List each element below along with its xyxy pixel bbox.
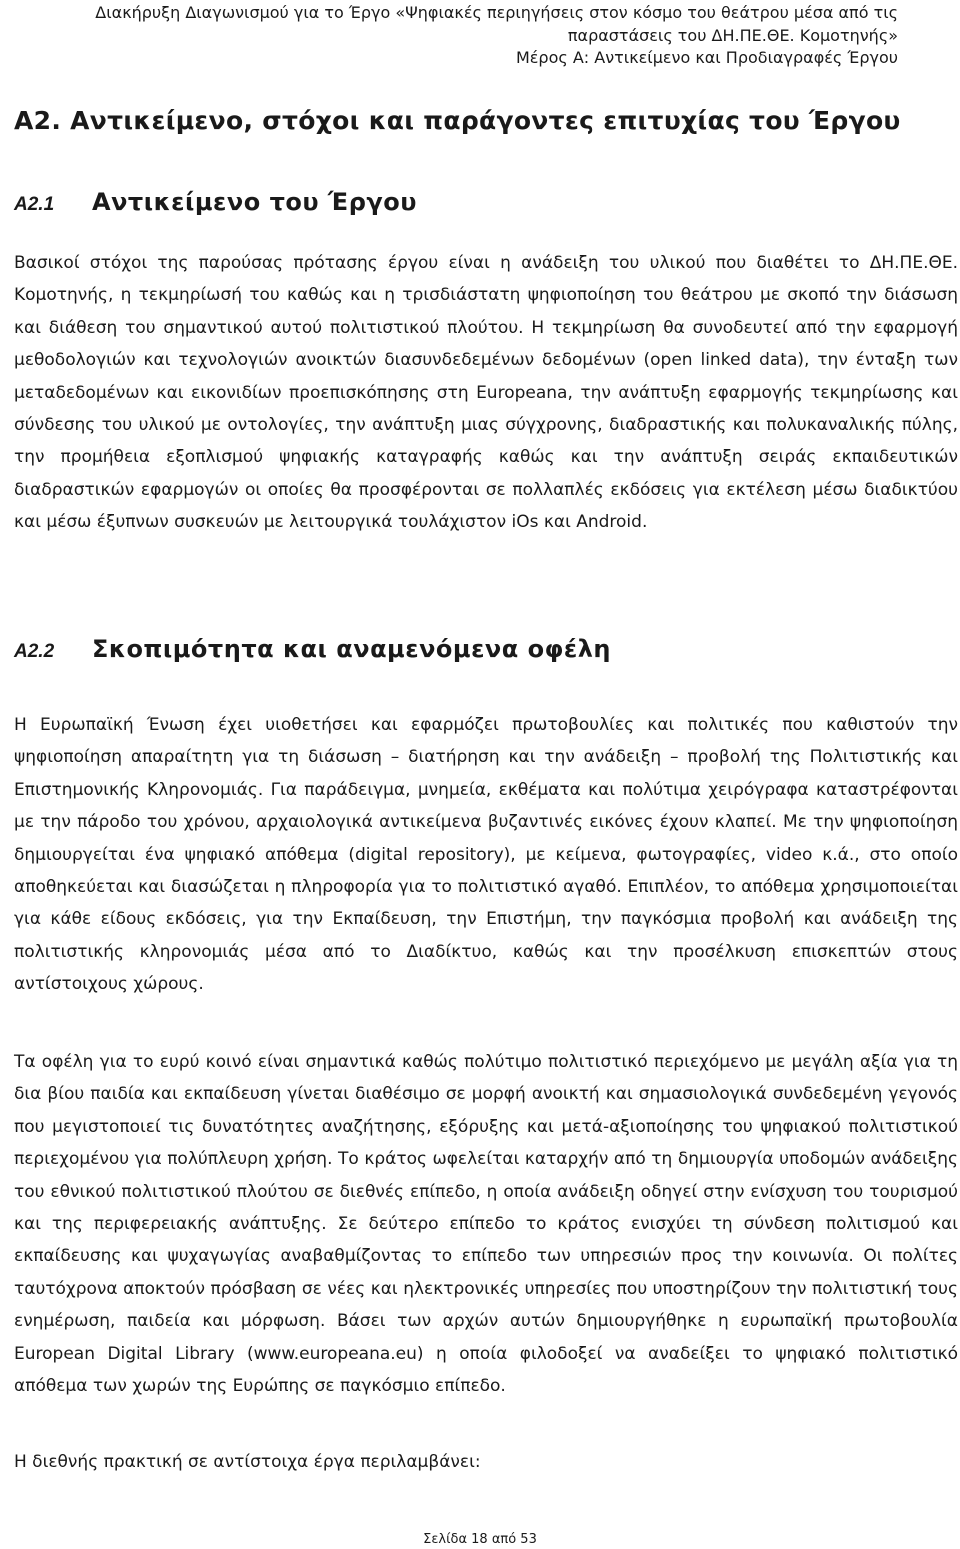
subsection-heading-2 [14, 635, 611, 663]
subsection-number-2: Α2.2 [14, 641, 55, 662]
subsection-heading-1 [14, 188, 417, 216]
page-header [0, 2, 898, 70]
subsection-title-2: Σκοπιμότητα και αναμενόμενα οφέλη [92, 635, 612, 663]
subsection-number-1: Α2.1 [14, 194, 55, 215]
section-heading: Α2. Αντικείμενο, στόχοι και παράγοντες επιτυχίας του Έργου [14, 106, 901, 135]
paragraph-objectives: Βασικοί στόχοι της παρούσας πρότασης έργου είναι η ανάδειξη του υλικού που διαθέτει το ΔΗ.ΠΕ.ΘΕ. Κομοτηνής, η τεκμηρίωσή του καθώς και η τρισδιάστατη ψηφιοποίηση του θεάτρου με σκοπό την διάσωση και διάθεση του σημαντικού αυτού πολιτιστικού πλούτου. Η τεκμηρίωση θα συνοδευτεί από την εφαρμογή μεθοδολογιών και τεχνολογιών ανοικτών διασυνδεδεμένων δεδομένων (open linked data), την ένταξη των μεταδεδομένων και εικονιδίων προεπισκόπησης στη Europeana, την ανάπτυξη εφαρμογής τεκμηρίωσης και σύνδεσης του υλικού με οντολογίες, την ανάπτυξη μιας σύγχρονης, διαδραστικής και πολυκαναλικής πύλης, την προμήθεια εξοπλισμού ψηφιακής καταγραφής καθώς και την ανάπτυξη σειράς εκπαιδευτικών διαδραστικών εφαρμογών οι οποίες θα προσφέρονται σε πολλαπλές εκδόσεις για εκτέλεση μέσω διαδικτύου και μέσω έξυπνων συσκευών με λειτουργικά τουλάχιστον iOs και Android. [14, 253, 958, 533]
header-line-2: παραστάσεις του ΔΗ.ΠΕ.ΘΕ. Κομοτηνής» [567, 25, 898, 45]
paragraph-benefits: Τα οφέλη για το ευρύ κοινό είναι σημαντικά καθώς πολύτιμο πολιτιστικό περιεχόμενο με μεγάλη αξία για τη δια βίου παιδία και εκπαίδευση γίνεται διαθέσιμο σε μορφή ανοικτή και σημασιολογικά συνδεδεμένη γεγονός που μεγιστοποιεί τις δυνατότητες αναζήτησης, εξόρυξης και μετά-αξιοποίησης του ψηφιακού πολιτιστικού περιεχομένου για πολύπλευρη χρήση. Το κράτος ωφελείται καταρχήν από τη δημιουργία υποδομών ανάδειξης του εθνικού πολιτιστικού πλούτου σε διεθνές επίπεδο, η οποία ανάδειξη οδηγεί στην ενίσχυση του τουρισμού και της περιφερειακής ανάπτυξης. Σε δεύτερο επίπεδο το κράτος ενισχύει τη σύνδεση πολιτισμού και εκπαίδευσης και ψυχαγωγίας αναβαθμίζοντας το επίπεδο των υπηρεσιών προς την κοινωνία. Οι πολίτες ταυτόχρονα αποκτούν πρόσβαση σε νέες και ηλεκτρονικές υπηρεσίες που υποστηρίζουν την πολιτιστική τους ενημέρωση, παιδεία και μόρφωση. Βάσει των αρχών αυτών δημιουργήθηκε η ευρωπαϊκή πρωτοβουλία European Digital Library (www.europeana.eu) η οποία φιλοδοξεί να αναδείξει το ψηφιακό πολιτιστικό απόθεμα των χωρών της Ευρώπης σε παγκόσμιο επίπεδο. [14, 1052, 958, 1397]
header-line-3: Μέρος Α: Αντικείμενο και Προδιαγραφές Έργου [515, 48, 898, 67]
page-footer: Σελίδα 18 από 53 [423, 1532, 537, 1547]
paragraph-international-practice: Η διεθνής πρακτική σε αντίστοιχα έργα περιλαμβάνει: [14, 1452, 481, 1472]
subsection-title-1: Αντικείμενο του Έργου [92, 188, 417, 216]
paragraph-eu-initiatives: Η Ευρωπαϊκή Ένωση έχει υιοθετήσει και εφαρμόζει πρωτοβουλίες και πολιτικές που καθιστούν την ψηφιοποίηση απαραίτητη για τη διάσωση – διατήρηση και την ανάδειξη – προβολή της Πολιτιστικής και Επιστημονικής Κληρονομιάς. Για παράδειγμα, μνημεία, εκθέματα και πολύτιμα χειρόγραφα καταστρέφονται με την πάροδο του χρόνου, αρχαιολογικά αντικείμενα βυζαντινές εικόνες έχουν κλαπεί. Με την ψηφιοποίηση δημιουργείται ένα ψηφιακό απόθεμα (digital repository), με κείμενα, φωτογραφίες, video κ.ά., στο οποίο αποθηκεύεται και διασώζεται η πληροφορία για το πολιτιστικό αγαθό. Επιπλέον, το απόθεμα χρησιμοποιείται για κάθε είδους εκδόσεις, για την Εκπαίδευση, την Επιστήμη, την παγκόσμια προβολή και ανάδειξη της πολιτιστικής κληρονομιάς μέσα από το Διαδίκτυο, καθώς και την προσέλκυση επισκεπτών στους αντίστοιχους χώρους. [14, 715, 958, 995]
header-line-1: Διακήρυξη Διαγωνισμού για το Έργο «Ψηφιακές περιηγήσεις στον κόσμο του θεάτρου μέσα από τις [95, 3, 898, 22]
